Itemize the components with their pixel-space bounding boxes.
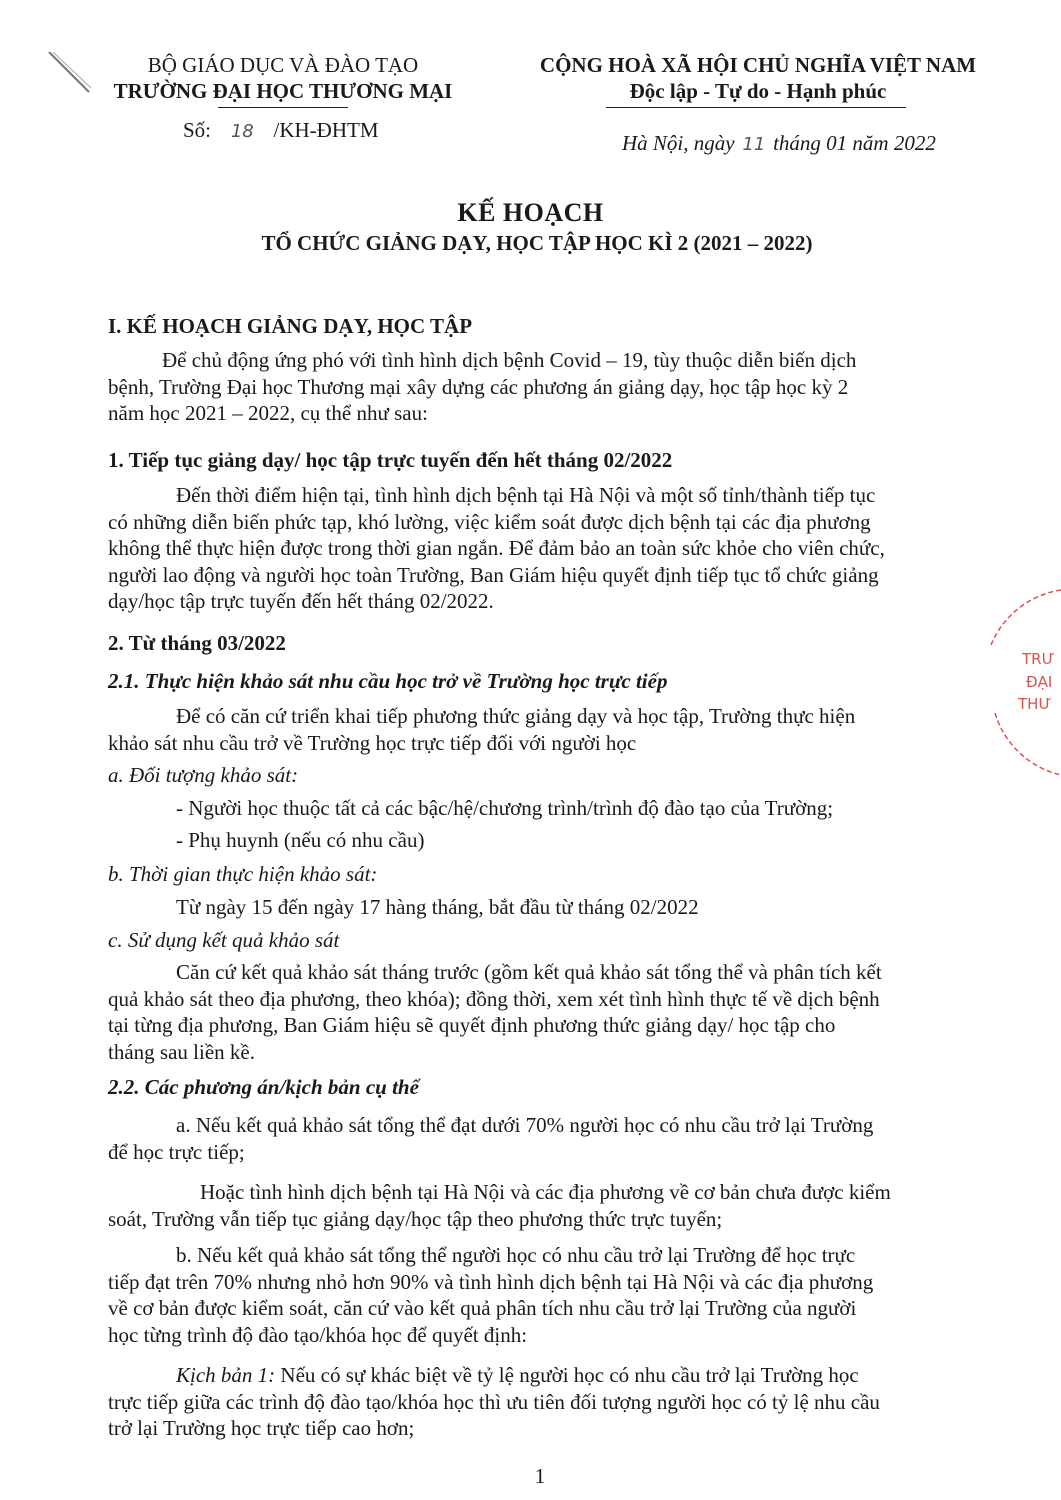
survey-target-item: - Người học thuộc tất cả các bậc/hệ/chương trình/trình độ đào tạo của Trường; bbox=[176, 796, 834, 820]
survey-usage-line: tháng sau liền kề. bbox=[108, 1039, 255, 1064]
scenario-1-first-text: Nếu có sự khác biệt về tỷ lệ người học có nhu cầu trở lại Trường học bbox=[275, 1363, 859, 1387]
date-day-handwritten: 11 bbox=[742, 134, 766, 155]
item-2-1-line: khảo sát nhu cầu trở về Trường học trực tiếp đối với người học bbox=[108, 730, 637, 755]
doc-number-handwritten: 18 bbox=[230, 121, 254, 142]
document-date bbox=[622, 130, 936, 158]
ministry-name: BỘ GIÁO DỤC VÀ ĐÀO TẠO bbox=[147, 53, 419, 77]
scenario-1-line: trực tiếp giữa các trình độ đào tạo/khóa học thì ưu tiên đối tượng người học có tỷ lệ nhu cầu bbox=[108, 1389, 880, 1414]
option-a2-line: soát, Trường vẫn tiếp tục giảng dạy/học tập theo phương thức trực tuyến; bbox=[108, 1206, 723, 1231]
survey-usage-line: quả khảo sát theo địa phương, theo khóa); đồng thời, xem xét tình hình thực tế về dịch bệnh bbox=[108, 986, 880, 1011]
scenario-1-line: trở lại Trường học trực tiếp cao hơn; bbox=[108, 1416, 415, 1440]
option-b-line: học từng trình độ đào tạo/khóa học để quyết định: bbox=[108, 1322, 528, 1347]
stamp-line: THƯ bbox=[1018, 695, 1052, 713]
item-1-line: không thể thực hiện được trong thời gian ngắn. Để đảm bảo an toàn sức khỏe cho viên chức, bbox=[108, 536, 885, 560]
item-1-line: có những diễn biến phức tạp, khó lường, việc kiểm soát được dịch bệnh tại các địa phương bbox=[108, 509, 871, 534]
option-b-line: tiếp đạt trên 70% nhưng nhỏ hơn 90% và tình hình dịch bệnh tại Hà Nội và các địa phương bbox=[108, 1269, 874, 1294]
option-b-line: b. Nếu kết quả khảo sát tổng thể người học có nhu cầu trở lại Trường để học trực bbox=[176, 1243, 856, 1267]
stamp-line: ĐẠI bbox=[1026, 673, 1053, 691]
option-a-body bbox=[108, 1112, 963, 1165]
university-name: TRƯỜNG ĐẠI HỌC THƯƠNG MẠI bbox=[113, 79, 453, 103]
section-1-intro bbox=[108, 347, 963, 427]
survey-usage-line: tại từng địa phương, Ban Giám hiệu sẽ quyết định phương thức giảng dạy/ học tập cho bbox=[108, 1013, 836, 1037]
pen-mark-decoration bbox=[45, 48, 95, 98]
document-subtitle: TỔ CHỨC GIẢNG DẠY, HỌC TẬP HỌC KÌ 2 (2021 – 2022) bbox=[261, 231, 813, 255]
scenario-1-label: Kịch bản 1: bbox=[176, 1363, 276, 1387]
doc-number-prefix: Số: bbox=[183, 118, 212, 142]
survey-usage-label: c. Sử dụng kết quả khảo sát bbox=[108, 928, 340, 952]
scenario-1-body bbox=[108, 1362, 963, 1442]
option-b-body bbox=[108, 1242, 963, 1348]
survey-target-label: a. Đối tượng khảo sát: bbox=[108, 763, 299, 787]
item-1-line: Đến thời điểm hiện tại, tình hình dịch bệnh tại Hà Nội và một số tỉnh/thành tiếp tục bbox=[176, 483, 876, 507]
item-1-line: dạy/học tập trực tuyến đến hết tháng 02/2022. bbox=[108, 589, 494, 613]
item-2-1-heading: 2.1. Thực hiện khảo sát nhu cầu học trở về Trường học trực tiếp bbox=[108, 669, 668, 693]
item-1-heading: 1. Tiếp tục giảng dạy/ học tập trực tuyến đến hết tháng 02/2022 bbox=[108, 448, 673, 472]
survey-usage-body bbox=[108, 959, 963, 1065]
option-b-line: về cơ bản được kiểm soát, căn cứ vào kết quả phân tích nhu cầu trở lại Trường của người bbox=[108, 1296, 857, 1320]
page-number: 1 bbox=[534, 1464, 546, 1488]
item-2-heading: 2. Từ tháng 03/2022 bbox=[108, 631, 286, 655]
survey-target-item: - Phụ huynh (nếu có nhu cầu) bbox=[176, 828, 425, 852]
survey-usage-line: Căn cứ kết quả khảo sát tháng trước (gồm kết quả khảo sát tổng thể và phân tích kết bbox=[176, 960, 882, 984]
item-2-1-line: Để có căn cứ triển khai tiếp phương thức giảng dạy và học tập, Trường thực hiện bbox=[176, 704, 856, 728]
item-1-body bbox=[108, 482, 963, 615]
country-name: CỘNG HOÀ XÃ HỘI CHỦ NGHĨA VIỆT NAM bbox=[539, 53, 977, 77]
national-motto: Độc lập - Tự do - Hạnh phúc bbox=[629, 79, 887, 103]
document-number bbox=[183, 117, 379, 145]
survey-time-label: b. Thời gian thực hiện khảo sát: bbox=[108, 862, 378, 886]
scenario-1-first-line bbox=[108, 1362, 963, 1389]
red-stamp-seal bbox=[975, 585, 1061, 775]
option-a-line: a. Nếu kết quả khảo sát tổng thể đạt dưới 70% người học có nhu cầu trở lại Trường bbox=[176, 1113, 874, 1137]
doc-number-suffix: /KH-ĐHTM bbox=[273, 118, 379, 142]
option-a2-body bbox=[108, 1179, 963, 1232]
intro-line: Để chủ động ứng phó với tình hình dịch bệnh Covid – 19, tùy thuộc diễn biến dịch bbox=[162, 348, 857, 372]
date-prefix: Hà Nội, ngày bbox=[622, 131, 735, 155]
option-a2-line: Hoặc tình hình dịch bệnh tại Hà Nội và các địa phương về cơ bản chưa được kiểm bbox=[200, 1180, 891, 1204]
section-1-heading: I. KẾ HOẠCH GIẢNG DẠY, HỌC TẬP bbox=[108, 314, 473, 338]
option-a-line: để học trực tiếp; bbox=[108, 1139, 245, 1164]
stamp-line: TRƯ bbox=[1022, 650, 1055, 668]
intro-line: bệnh, Trường Đại học Thương mại xây dựng các phương án giảng dạy, học tập học kỳ 2 bbox=[108, 374, 849, 399]
document-title: KẾ HOẠCH bbox=[457, 198, 604, 227]
header-divider-right bbox=[606, 107, 906, 108]
date-suffix: tháng 01 năm 2022 bbox=[773, 131, 936, 155]
survey-time-text: Từ ngày 15 đến ngày 17 hàng tháng, bắt đầu từ tháng 02/2022 bbox=[176, 895, 699, 919]
header-divider-left bbox=[218, 107, 348, 108]
intro-line: năm học 2021 – 2022, cụ thể như sau: bbox=[108, 401, 428, 425]
item-1-line: người lao động và người học toàn Trường, Ban Giám hiệu quyết định tiếp tục tổ chức giảng bbox=[108, 562, 879, 587]
item-2-2-heading: 2.2. Các phương án/kịch bản cụ thể bbox=[108, 1075, 419, 1099]
item-2-1-body bbox=[108, 703, 963, 756]
